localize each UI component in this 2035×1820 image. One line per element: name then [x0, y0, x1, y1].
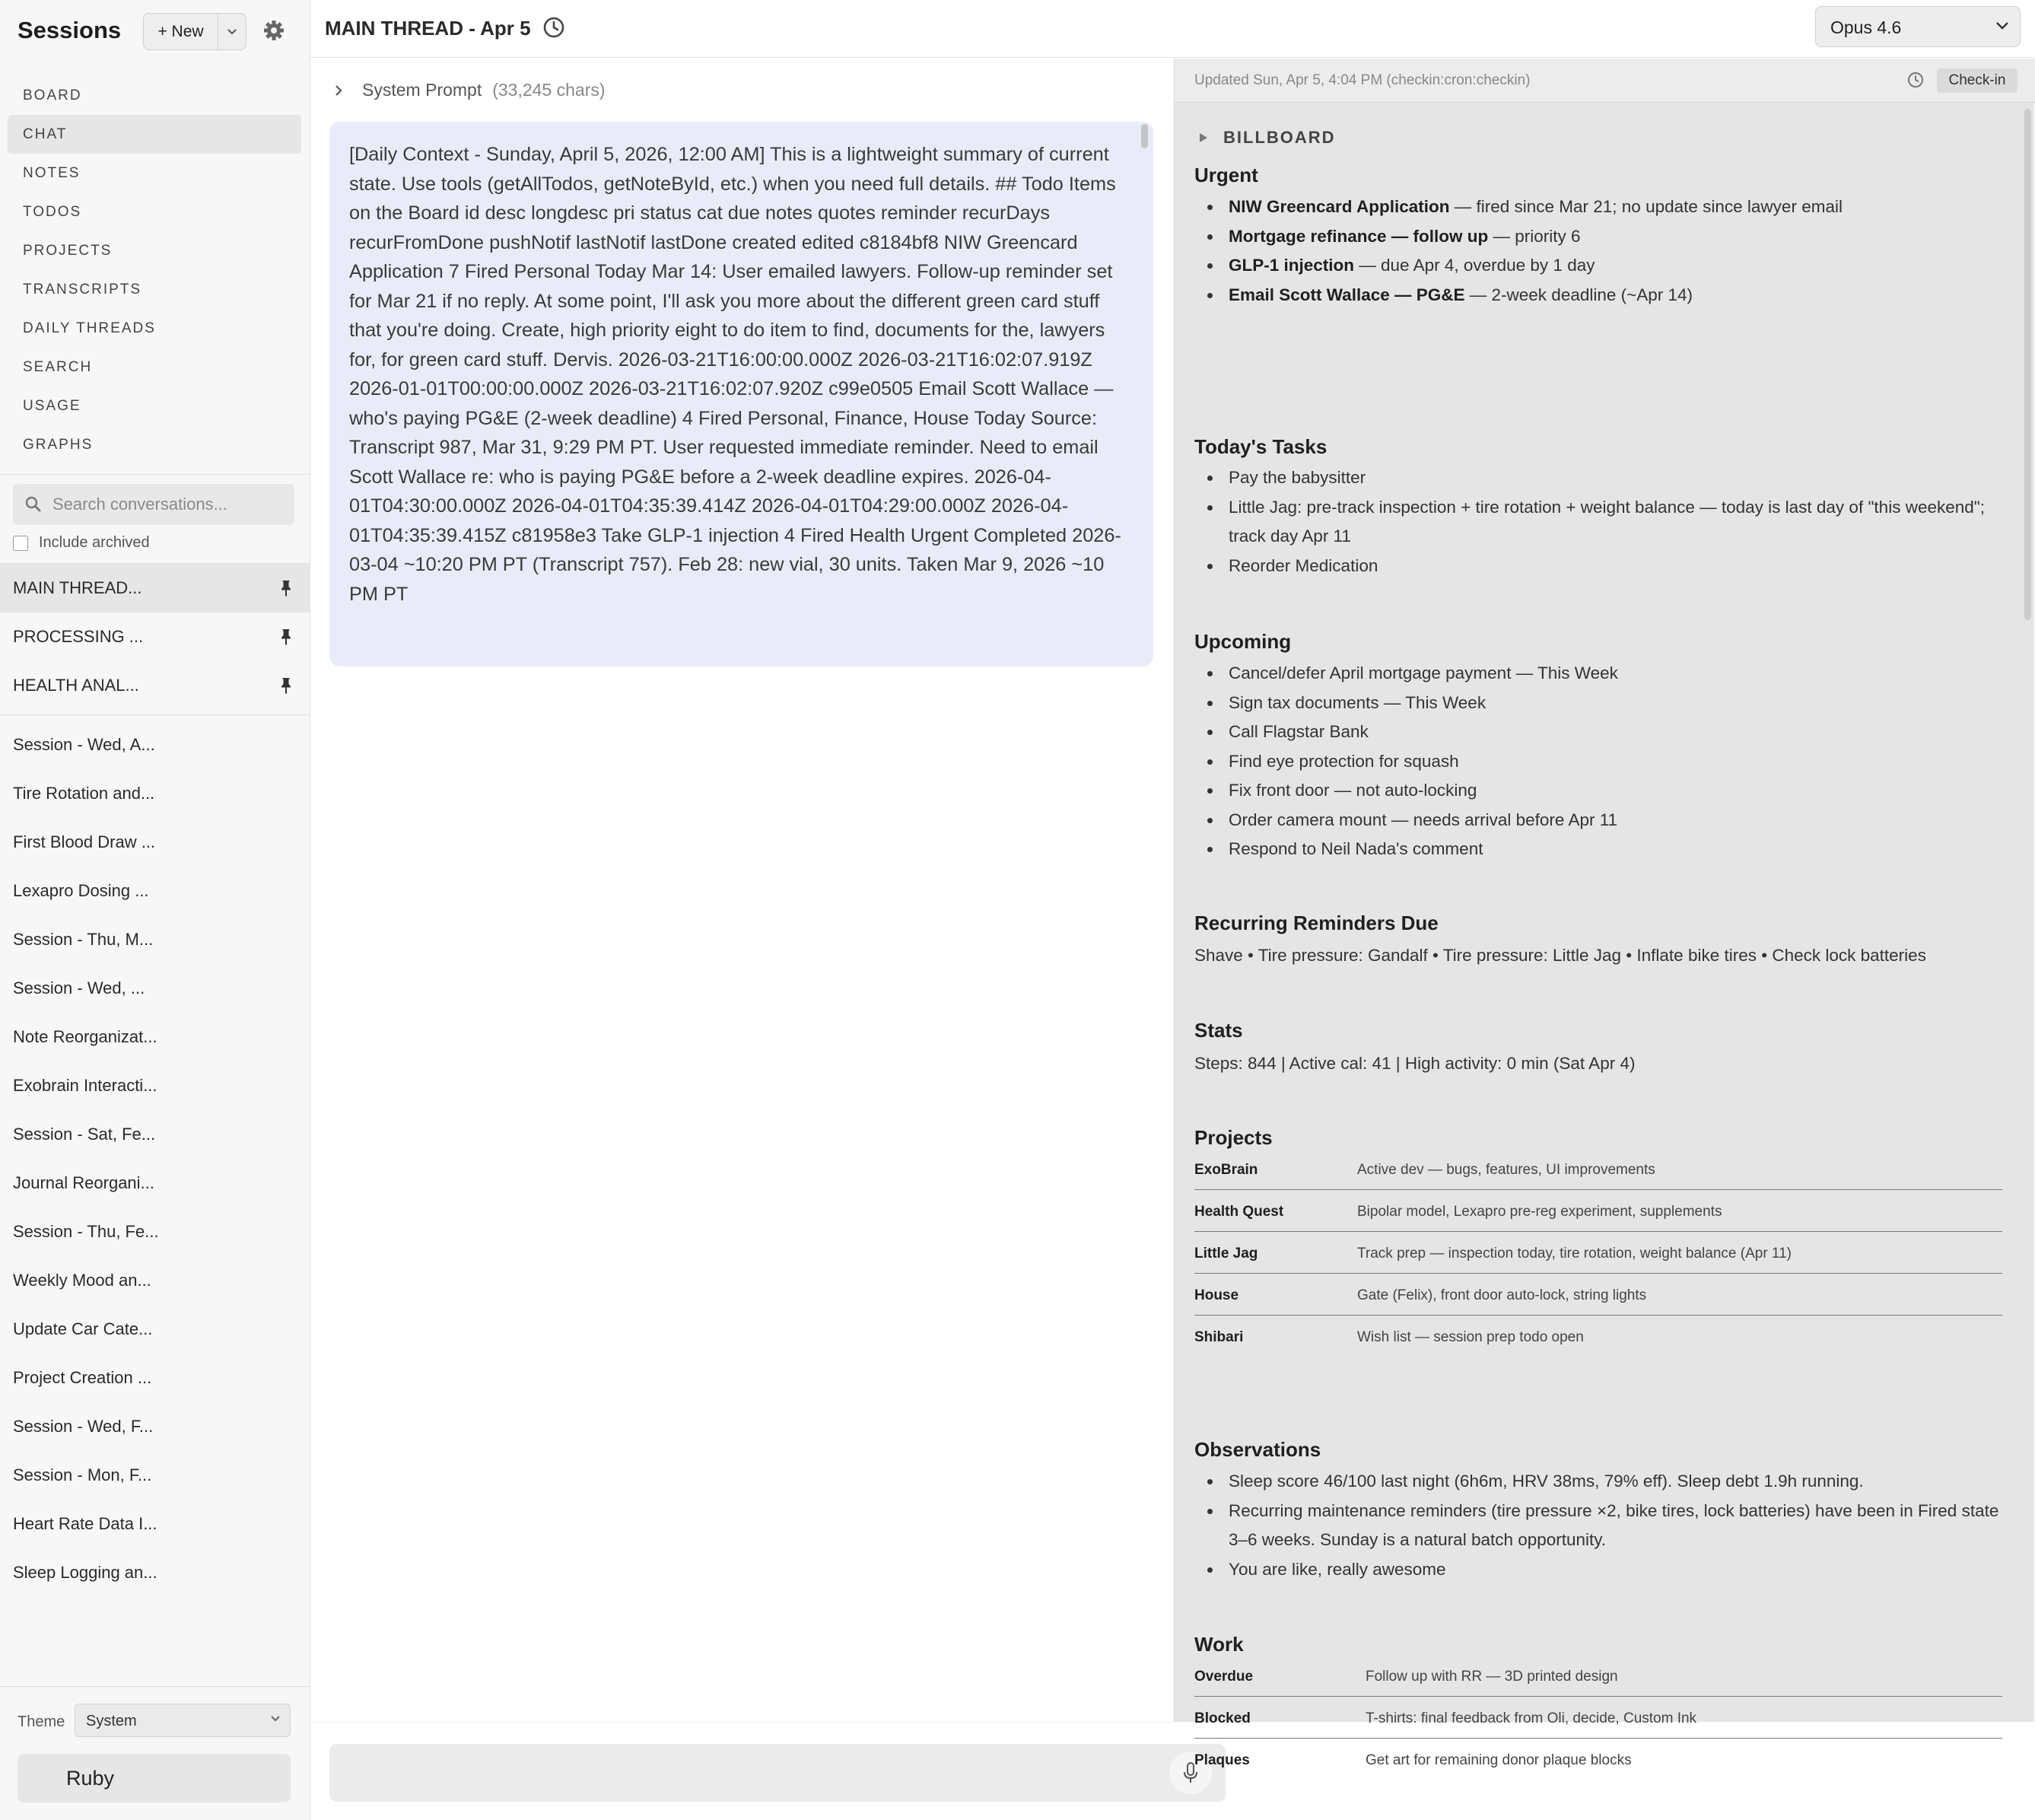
- work-desc: Follow up with RR — 3D printed design: [1366, 1669, 1618, 1685]
- project-row: [1194, 1316, 2002, 1357]
- system-prompt-chars: (33,245 chars): [492, 80, 606, 100]
- sidebar: [0, 0, 310, 1820]
- session-item[interactable]: Session - Sat, Fe...: [13, 1125, 156, 1144]
- billboard-panel: [1174, 59, 2034, 1768]
- nav-item-transcripts[interactable]: TRANSCRIPTS: [23, 282, 142, 298]
- work-table: [1194, 1655, 2002, 1780]
- session-item[interactable]: Sleep Logging an...: [13, 1563, 157, 1582]
- gear-icon[interactable]: [262, 18, 286, 43]
- urgent-list: [1194, 192, 2001, 310]
- theme-value: System: [86, 1713, 137, 1729]
- conversation-title: HEALTH ANAL...: [13, 676, 139, 695]
- session-item[interactable]: Session - Thu, Fe...: [13, 1222, 159, 1241]
- sidebar-footer: [0, 1686, 310, 1820]
- observation-item: Recurring maintenance reminders (tire pressure ×2, bike tires, lock batteries) have been in Fired state 3–6 weeks. Sunday is a natural batch opportunity.: [1194, 1497, 2001, 1555]
- urgent-item: GLP-1 injection — due Apr 4, overdue by 1 day: [1194, 251, 2001, 281]
- model-select[interactable]: [1815, 6, 2021, 47]
- session-item[interactable]: Lexapro Dosing ...: [13, 881, 149, 900]
- recurring-heading: Recurring Reminders Due: [1194, 912, 1439, 934]
- project-row: [1194, 1232, 2002, 1274]
- upcoming-item: Respond to Neil Nada's comment: [1194, 835, 2001, 864]
- observation-item: Sleep score 46/100 last night (6h6m, HRV 38ms, 79% eff). Sleep debt 1.9h running.: [1194, 1467, 2001, 1497]
- sidebar-title: Sessions: [17, 17, 122, 43]
- theme-select[interactable]: [75, 1704, 291, 1737]
- project-row: [1194, 1148, 2002, 1190]
- urgent-heading: Urgent: [1194, 164, 1258, 186]
- panel-scrollbar[interactable]: [2024, 109, 2031, 620]
- urgent-item: Mortgage refinance — follow up — priority 6: [1194, 222, 2001, 252]
- upcoming-item: Call Flagstar Bank: [1194, 718, 2001, 747]
- observation-item: You are like, really awesome: [1194, 1555, 2001, 1585]
- upcoming-item: Fix front door — not auto-locking: [1194, 776, 2001, 806]
- chevron-down-icon: [1995, 21, 2009, 30]
- session-item[interactable]: Session - Mon, F...: [13, 1465, 152, 1484]
- system-prompt-label: System Prompt: [362, 80, 482, 100]
- billboard-toggle[interactable]: [1199, 128, 1336, 148]
- history-clock-icon[interactable]: [542, 15, 566, 40]
- session-item[interactable]: Session - Wed, F...: [13, 1417, 154, 1436]
- panel-header: [1175, 59, 2035, 103]
- project-name: House: [1194, 1287, 1239, 1303]
- observations-list: [1194, 1467, 2001, 1584]
- upcoming-item: Cancel/defer April mortgage payment — This Week: [1194, 659, 2001, 689]
- upcoming-item: Find eye protection for squash: [1194, 747, 2001, 777]
- project-row: [1194, 1274, 2002, 1316]
- pinned-conversation[interactable]: [0, 661, 310, 710]
- billboard-label: BILLBOARD: [1223, 128, 1336, 147]
- composer-area: [310, 1722, 1174, 1820]
- work-desc: Get art for remaining donor plaque blocks: [1366, 1752, 1632, 1768]
- clock-icon[interactable]: [1906, 71, 1925, 89]
- check-in-button[interactable]: Check-in: [1937, 68, 2018, 93]
- work-status: Overdue: [1194, 1669, 1254, 1685]
- project-name: ExoBrain: [1194, 1162, 1258, 1178]
- nav-item-daily-threads[interactable]: DAILY THREADS: [23, 320, 156, 336]
- work-status: Plaques: [1194, 1752, 1250, 1768]
- task-item: Pay the babysitter: [1194, 463, 2001, 493]
- nav-item-chat[interactable]: CHAT: [8, 115, 301, 154]
- urgent-item: NIW Greencard Application — fired since Mar 21; no update since lawyer email: [1194, 192, 2001, 222]
- task-item: Reorder Medication: [1194, 552, 2001, 581]
- pin-icon[interactable]: [280, 579, 292, 597]
- new-session-button[interactable]: + New: [144, 14, 218, 49]
- pinned-conversation[interactable]: [0, 564, 310, 612]
- nav-item-notes[interactable]: NOTES: [23, 165, 81, 181]
- main-nav: [8, 76, 301, 464]
- todays-tasks-list: [1194, 463, 2001, 581]
- updated-timestamp: Updated Sun, Apr 5, 4:04 PM (checkin:cron:checkin): [1194, 72, 1531, 88]
- observations-heading: Observations: [1194, 1438, 1321, 1461]
- context-scrollbar[interactable]: [1141, 124, 1148, 148]
- upcoming-item: Order camera mount — needs arrival before Apr 11: [1194, 806, 2001, 835]
- project-name: Shibari: [1194, 1329, 1244, 1345]
- chevron-down-icon: [270, 1715, 281, 1723]
- urgent-item: Email Scott Wallace — PG&E — 2-week deadline (~Apr 14): [1194, 281, 2001, 310]
- session-item[interactable]: Exobrain Interacti...: [13, 1076, 157, 1095]
- chevron-right-icon: [332, 84, 345, 97]
- include-archived-checkbox[interactable]: [13, 536, 28, 551]
- upcoming-item: Sign tax documents — This Week: [1194, 689, 2001, 718]
- session-item[interactable]: Session - Wed, A...: [13, 735, 155, 754]
- sidebar-divider: [0, 474, 310, 475]
- work-desc: T-shirts: final feedback from Oli, decide, Custom Ink: [1366, 1710, 1697, 1726]
- project-desc: Gate (Felix), front door auto-lock, string lights: [1357, 1287, 1647, 1303]
- top-bar: [310, 0, 2034, 58]
- new-session-dropdown-button[interactable]: [218, 14, 246, 49]
- user-button[interactable]: Ruby: [17, 1754, 291, 1803]
- nav-item-usage[interactable]: USAGE: [23, 398, 81, 414]
- search-icon: [24, 495, 43, 514]
- session-item[interactable]: Session - Thu, M...: [13, 930, 154, 949]
- message-input[interactable]: [329, 1744, 1226, 1802]
- work-status: Blocked: [1194, 1710, 1251, 1726]
- new-session-button-group: [143, 13, 246, 50]
- triangle-right-icon: [1199, 132, 1208, 143]
- daily-context-text: [Daily Context - Sunday, April 5, 2026, 12:00 AM] This is a lightweight summary of current state. Use tools (getAllTodos, getNoteById, etc.) when you need full details. ## Todo Items on the Board id desc longdesc pri status cat due notes quotes reminder recurDays recurFromDone pushNotif lastNotif lastDone created edited c8184bf8 NIW Greencard Application 7 Fired Personal Today Mar 14: User emailed lawyers. Follow-up reminder set for Mar 21 if no reply. At some point, I'll ask you more about the different green card stuff that you're doing. Create, high priority eight to do item to find, documents for the, lawyers for, for green card stuff. Dervis. 2026-03-21T16:00:00.000Z 2026-03-21T16:02:07.919Z 2026-01-01T00:00:00.000Z 2026-03-21T16:02:07.920Z c99e0505 Email Scott Wallace — who's paying PG&E (2-week deadline) 4 Fired Personal, Finance, House Today Source: Transcript 987, Mar 31, 9:29 PM PT. User requested immediate reminder. Need to email Scott Wallace re: who is paying PG&E before a 2-week deadline expires. 2026-04-01T04:30:00.000Z 2026-04-01T04:35:39.414Z 2026-04-01T04:29:00.000Z 2026-04-01T04:35:39.415Z c81958e3 Take GLP-1 injection 4 Fired Health Urgent Completed 2026-03-04 ~10:20 PM PT (Transcript 757). Feb 28: new vial, 30 units. Taken Mar 9, 2026 ~10 PM PT: [349, 144, 1121, 605]
- session-list: [0, 721, 310, 1597]
- session-item[interactable]: Tire Rotation and...: [13, 784, 155, 803]
- chat-column: [310, 59, 1174, 1722]
- todays-tasks-heading: Today's Tasks: [1194, 435, 1328, 458]
- project-row: [1194, 1190, 2002, 1232]
- projects-table: [1194, 1148, 2002, 1357]
- conversation-title: MAIN THREAD...: [13, 578, 142, 597]
- work-row: [1194, 1697, 2002, 1739]
- chevron-down-icon: [227, 28, 237, 36]
- conversation-title: PROCESSING ...: [13, 627, 144, 646]
- project-desc: Bipolar model, Lexapro pre-reg experiment, supplements: [1357, 1204, 1722, 1220]
- upcoming-heading: Upcoming: [1194, 630, 1292, 653]
- pin-icon[interactable]: [280, 628, 292, 646]
- project-desc: Wish list — session prep todo open: [1357, 1329, 1584, 1345]
- project-name: Little Jag: [1194, 1246, 1258, 1262]
- nav-item-search[interactable]: SEARCH: [23, 359, 93, 375]
- session-item[interactable]: Note Reorganizat...: [13, 1027, 157, 1046]
- nav-item-todos[interactable]: TODOS: [23, 204, 82, 220]
- daily-context-message: [329, 122, 1153, 667]
- nav-item-board[interactable]: BOARD: [23, 88, 82, 103]
- recurring-reminders: Shave • Tire pressure: Gandalf • Tire pressure: Little Jag • Inflate bike tires • Check lock batteries: [1194, 946, 1926, 965]
- project-name: Health Quest: [1194, 1204, 1284, 1220]
- pinned-conversation[interactable]: [0, 612, 310, 661]
- stats-heading: Stats: [1194, 1019, 1243, 1042]
- stats-text: Steps: 844 | Active cal: 41 | High activity: 0 min (Sat Apr 4): [1194, 1054, 1636, 1073]
- nav-item-graphs[interactable]: GRAPHS: [23, 437, 94, 453]
- session-item[interactable]: Heart Rate Data I...: [13, 1514, 157, 1533]
- upcoming-list: [1194, 659, 2001, 864]
- session-item[interactable]: Journal Reorgani...: [13, 1173, 154, 1192]
- search-input[interactable]: [52, 495, 281, 514]
- model-value: Opus 4.6: [1830, 18, 1902, 37]
- work-row: [1194, 1739, 2002, 1780]
- system-prompt-toggle[interactable]: [332, 80, 606, 100]
- sidebar-divider: [0, 714, 310, 715]
- project-desc: Track prep — inspection today, tire rotation, weight balance (Apr 11): [1357, 1246, 1792, 1262]
- theme-label: Theme: [17, 1713, 65, 1730]
- search-box: [13, 484, 294, 525]
- pin-icon[interactable]: [280, 676, 292, 695]
- session-item[interactable]: Update Car Cate...: [13, 1319, 153, 1338]
- pinned-conversations: [0, 564, 310, 710]
- nav-item-projects[interactable]: PROJECTS: [23, 243, 113, 259]
- session-item[interactable]: Project Creation ...: [13, 1368, 152, 1387]
- work-row: [1194, 1655, 2002, 1697]
- sidebar-header: [0, 0, 310, 61]
- include-archived-row: [13, 534, 150, 552]
- thread-title: MAIN THREAD - Apr 5: [325, 17, 531, 40]
- project-desc: Active dev — bugs, features, UI improvements: [1357, 1162, 1655, 1178]
- task-item: Little Jag: pre-track inspection + tire rotation + weight balance — today is last day of "this weekend"; track day Apr 11: [1194, 493, 2001, 552]
- projects-heading: Projects: [1194, 1126, 1273, 1149]
- session-item[interactable]: First Blood Draw ...: [13, 832, 156, 851]
- session-item[interactable]: Session - Wed, ...: [13, 978, 145, 998]
- work-heading: Work: [1194, 1633, 1244, 1656]
- include-archived-label: Include archived: [39, 534, 150, 551]
- session-item[interactable]: Weekly Mood an...: [13, 1271, 151, 1290]
